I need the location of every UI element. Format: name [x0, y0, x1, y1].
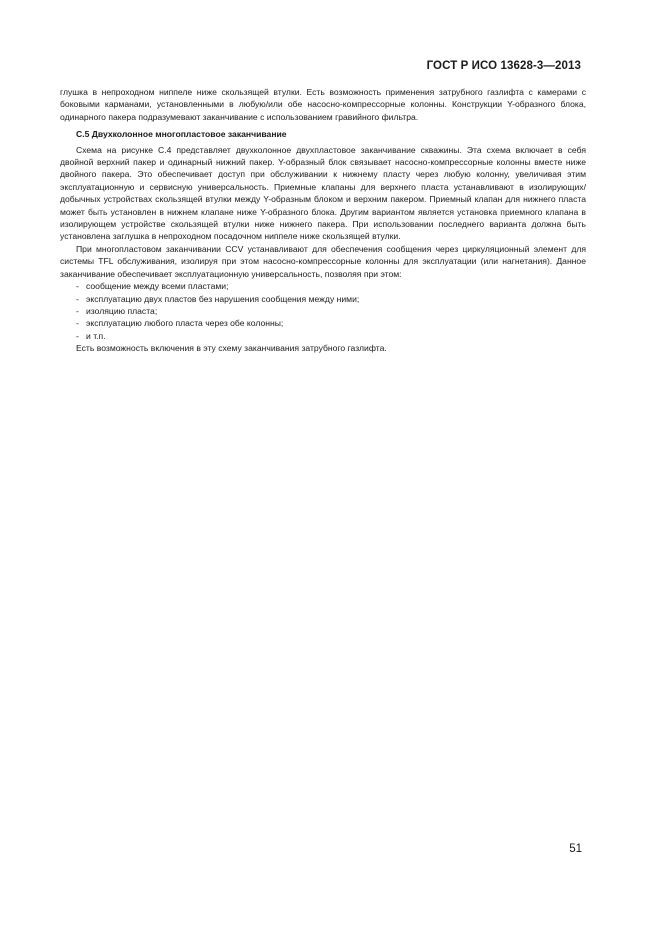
list-item: - сообщение между всеми пластами; [76, 280, 586, 292]
paragraph-multizone: При многопластовом заканчивании CCV устанавливают для обеспечения сообщения через циркуляционный элемент для системы TFL обслуживания, изолируя при этом насосно-компрессорные колонны для эксплуатации (или нагнетания). Данное заканчивание обеспечивает эксплуатационную универсальность, позволяя при этом: [60, 243, 586, 279]
paragraph-scheme-description: Схема на рисунке С.4 представляет двухколонное двухпластовое заканчивание скважины. Эта схема включает в себя двойной верхний пакер и одинарный нижний пакер. Y-образный блок связывает насосно-компрессорные колонны вместе ниже двойного пакера. Это обеспечивает доступ при обслуживании к нижнему пласту через любую колонну, увеличивая этим эксплуатационную и сервисную универсальность. Приемные клапаны для верхнего пласта устанавливают в изолирующих/добычных устройствах скользящей втулки между Y-образным блоком и верхним пакером. Приемный клапан для нижнего пласта может быть установлен в нижнем клапане ниже Y-образного блока. Другим вариантом является установка приемного клапана в изолирующем устройстве скользящей втулки ниже нижнего пакера. При использовании последнего варианта должна быть установлена заглушка в непроходном посадочном ниппеле ниже скользящей втулки. [60, 144, 586, 242]
list-item: - и т.п. [76, 330, 586, 342]
capability-list [60, 280, 586, 342]
list-item: - эксплуатацию любого пласта через обе колонны; [76, 317, 586, 329]
section-heading: С.5 Двухколонное многопластовое заканчивание [76, 129, 287, 140]
page-body [60, 86, 586, 355]
document-header: ГОСТ Р ИСО 13628-3—2013 [426, 60, 581, 72]
page-number: 51 [569, 843, 582, 855]
list-item: - эксплуатацию двух пластов без нарушения сообщения между ними; [76, 293, 586, 305]
paragraph-gaslift: Есть возможность включения в эту схему заканчивания затрубного газлифта. [76, 343, 387, 354]
list-item: - изоляцию пласта; [76, 305, 586, 317]
paragraph-continuation: глушка в непроходном ниппеле ниже скользящей втулки. Есть возможность применения затрубного газлифта с камерами с боковыми карманами, установленными в любую/или обе насосно-компрессорные колонны. Конструкции Y-образного блока, одинарного пакера подразумевают заканчивание с использованием гравийного фильтра. [60, 87, 586, 122]
